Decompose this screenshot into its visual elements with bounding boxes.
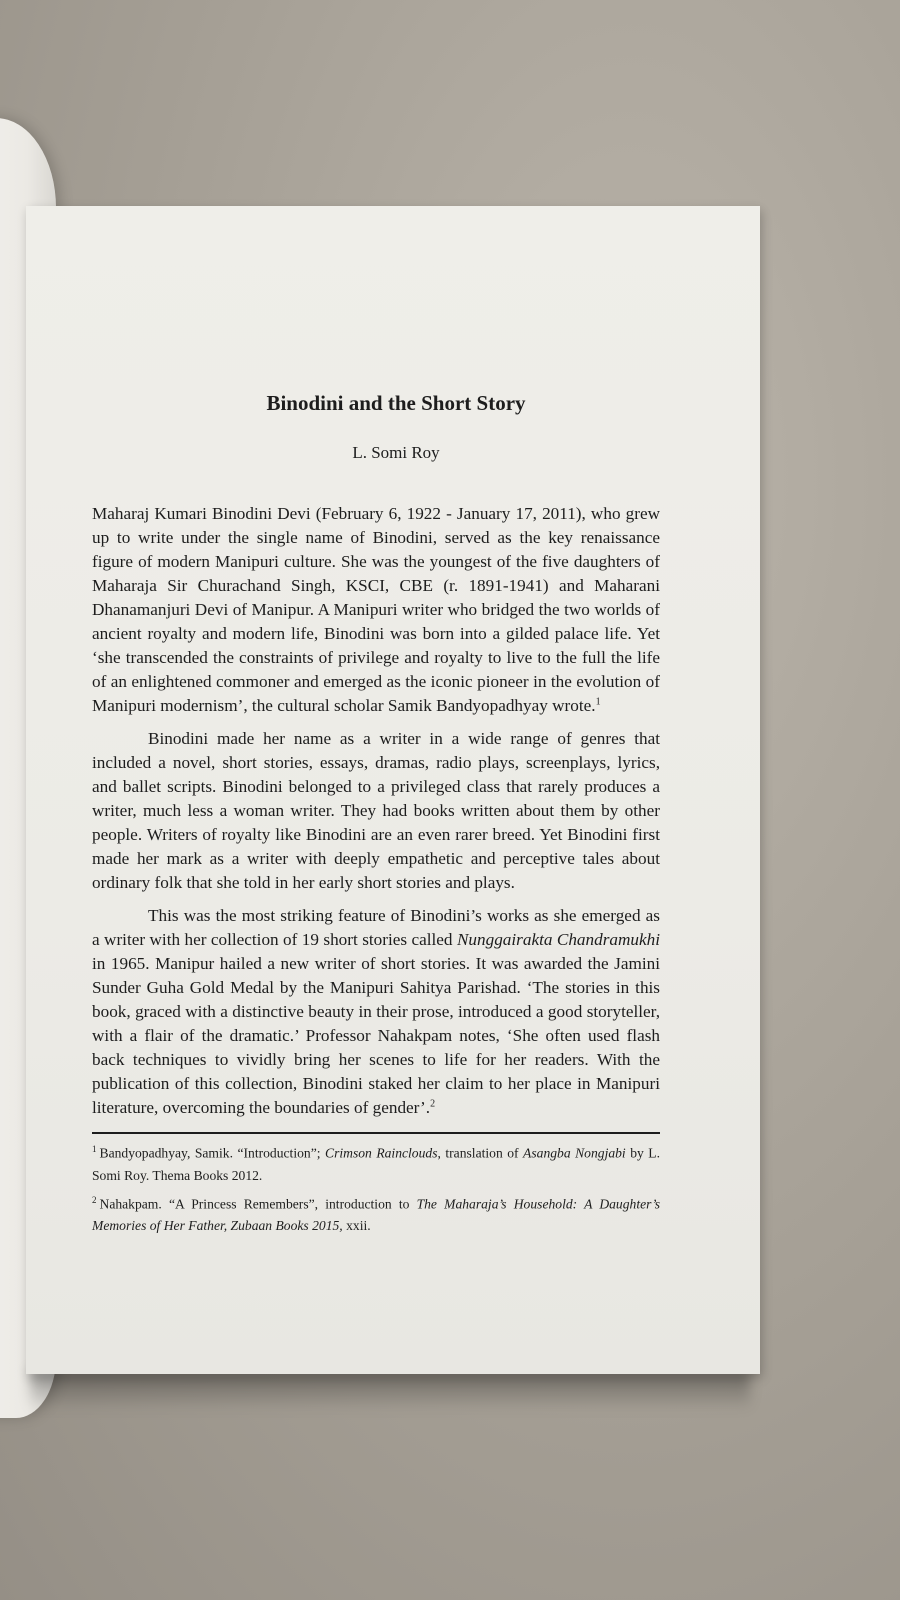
footnote-divider	[92, 1132, 660, 1134]
book-page	[26, 206, 760, 1374]
book-title: Nunggairakta Chandramukhi	[456, 930, 660, 949]
footnote-1-part-e: by L. Somi Roy. Thema Books 2012.	[92, 1145, 660, 1183]
article-author: L. Somi Roy	[352, 443, 440, 462]
footnote-2-part-a: Nahakpam. “A Princess Remembers”, introduction to	[99, 1196, 417, 1212]
footnote-ref-1: 1	[595, 696, 601, 708]
footnote-1	[92, 1138, 660, 1187]
footnote-ref-2: 2	[430, 1098, 436, 1110]
footnote-1-part-c: , translation of	[437, 1145, 524, 1161]
paragraph-3	[92, 904, 660, 1120]
footnote-1-part-b: Crimson Rainclouds	[325, 1145, 438, 1161]
footnote-2-number: 2	[92, 1194, 97, 1205]
paragraph-3-text-before: This was the most striking feature of Binodini’s works as she emerged as a writer with her collection of 19 short stories called	[92, 906, 660, 949]
page-shadow	[30, 1370, 750, 1410]
footnotes	[92, 1138, 660, 1237]
paragraph-3-text-after: in 1965. Manipur hailed a new writer of short stories. It was awarded the Jamini Sunder Guha Gold Medal by the Manipuri Sahitya Parishad. ‘The stories in this book, graced with a distinctive beauty in their prose, introduced a good storyteller, with a flair of the dramatic.’ Professor Nahakpam notes, ‘She often used flash back techniques to vividly bring her scenes to life for her readers. With the publication of this collection, Binodini staked her claim to her place in Manipuri literature, overcoming the boundaries of gender’.	[92, 954, 660, 1117]
footnote-1-number: 1	[92, 1144, 97, 1154]
footnote-2-part-c: xxii.	[342, 1218, 371, 1234]
footnote-1-part-d: Asangba Nongjabi	[523, 1145, 626, 1161]
footnote-1-part-a: Bandyopadhyay, Samik. “Introduction”;	[99, 1145, 325, 1161]
footnote-2-part-b: The Maharaja’s Household: A Daughter’s Memories of Her Father, Zubaan Books 2015,	[92, 1196, 660, 1234]
footnote-2	[92, 1189, 660, 1238]
paragraph-1-text: Maharaj Kumari Binodini Devi (February 6, 1922 - January 17, 2011), who grew up to write under the single name of Binodini, served as the key renaissance figure of modern Manipuri culture. She was the youngest of the five daughters of Maharaja Sir Churachand Singh, KSCI, CBE (r. 1891-1941) and Maharani Dhanamanjuri Devi of Manipur. A Manipuri writer who bridged the two worlds of ancient royalty and modern life, Binodini was born into a gilded palace life. Yet ‘she transcended the constraints of privilege and royalty to live to the full the life of an enlightened commoner and emerged as the iconic pioneer in the evolution of Manipuri modernism’, the cultural scholar Samik Bandyopadhyay wrote.	[92, 504, 660, 715]
article-body	[92, 502, 660, 1120]
article-title: Binodini and the Short Story	[266, 391, 526, 415]
paragraph-1	[92, 502, 660, 718]
paragraph-2: Binodini made her name as a writer in a wide range of genres that included a novel, short stories, essays, dramas, radio plays, screenplays, lyrics, and ballet scripts. Binodini belonged to a privileged class that rarely produces a writer, much less a woman writer. They had books written about them by other people. Writers of royalty like Binodini are an even rarer breed. Yet Binodini first made her mark as a writer with deeply empathetic and perceptive tales about ordinary folk that she told in her early short stories and plays.	[92, 729, 660, 892]
